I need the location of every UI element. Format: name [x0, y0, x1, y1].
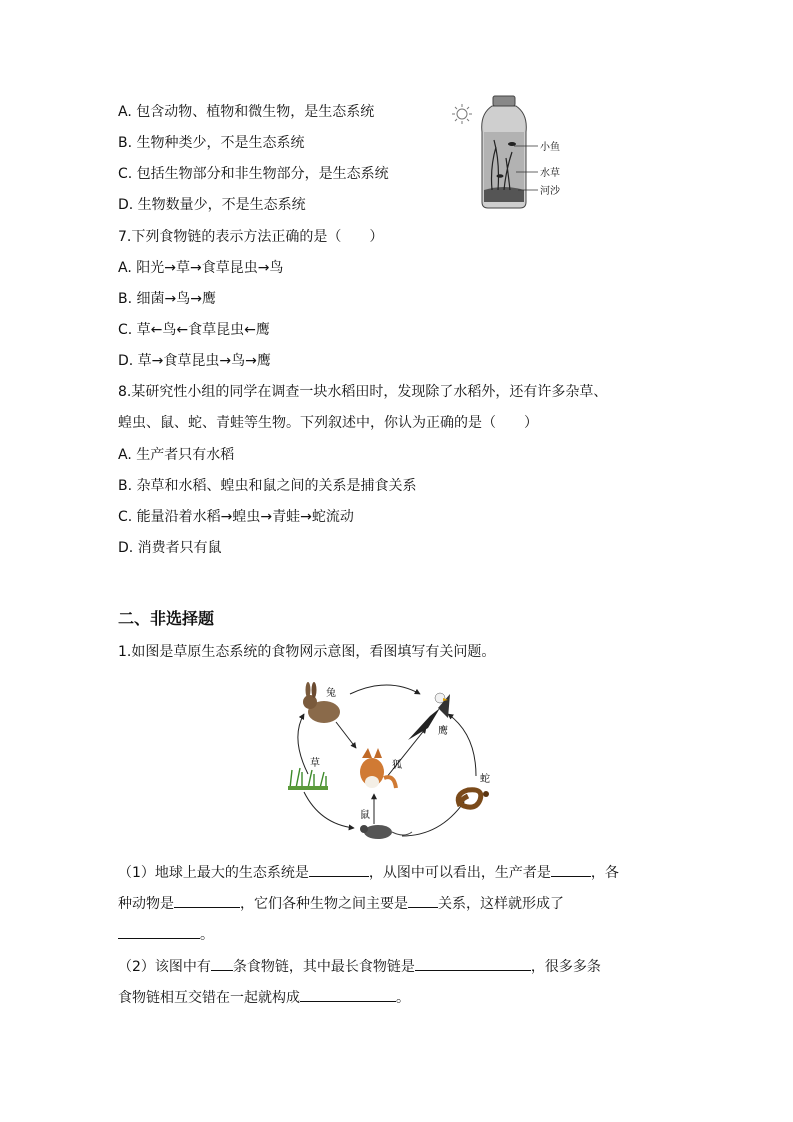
q1-part2-text-c: ，很多多条: [530, 959, 601, 975]
q1-part1-line3: [118, 924, 214, 945]
q8-stem-line1: 8.某研究性小组的同学在调查一块水稻田时，发现除了水稻外，还有许多杂草、: [118, 384, 608, 400]
web-label-fox: 狐: [392, 760, 402, 771]
fox-icon: [360, 748, 396, 788]
q7-option-c: C. 草←鸟←食草昆虫←鹰: [118, 322, 270, 338]
answer-blank-producer[interactable]: [551, 862, 591, 877]
q1-part1-text-f: 关系，这样就形成了: [438, 896, 564, 912]
web-label-snake: 蛇: [480, 774, 490, 785]
q1-part1-line1: [118, 862, 619, 883]
q1-part2-text-e: 。: [396, 990, 410, 1006]
q1-part1-text-c: ，各: [590, 865, 619, 881]
web-label-grass: 草: [310, 758, 320, 769]
q1-part1-text-d: 种动物是: [118, 896, 174, 912]
answer-blank-chain-count[interactable]: [211, 956, 233, 971]
jar-label-grass: 水草: [540, 168, 560, 179]
q1-part1-line2: [118, 893, 564, 914]
q7-option-a: A. 阳光→草→食草昆虫→鸟: [118, 260, 284, 276]
q1-part1-text-g: 。: [200, 927, 214, 943]
q1-part1-text-b: ，从图中可以看出，生产者是: [368, 865, 551, 881]
snake-icon: [458, 790, 489, 807]
q6-option-c: C. 包括生物部分和非生物部分，是生态系统: [118, 166, 389, 182]
grass-icon: [288, 768, 328, 790]
answer-blank-longest-chain[interactable]: [415, 956, 531, 971]
q1-part2-text-b: 条食物链，其中最长食物链是: [232, 959, 415, 975]
q1-part2-text-a: （2）该图中有: [118, 959, 211, 975]
q7-stem: 7.下列食物链的表示方法正确的是（ ）: [118, 229, 384, 245]
q6-option-a: A. 包含动物、植物和微生物，是生态系统: [118, 104, 375, 120]
q8-option-d: D. 消费者只有鼠: [118, 540, 222, 556]
q1-part2-text-d: 食物链相互交错在一起就构成: [118, 990, 300, 1006]
mouse-icon: [360, 825, 412, 839]
glass-jar: [482, 96, 527, 208]
answer-blank-formed[interactable]: [118, 924, 200, 939]
q8-option-b: B. 杂草和水稻、蝗虫和鼠之间的关系是捕食关系: [118, 478, 417, 494]
food-web-diagram: [280, 678, 520, 848]
q8-option-a: A. 生产者只有水稻: [118, 447, 235, 463]
answer-blank-relationship[interactable]: [408, 893, 438, 908]
answer-blank-food-web[interactable]: [300, 987, 396, 1002]
answer-blank-largest-ecosystem[interactable]: [309, 862, 369, 877]
q7-option-d: D. 草→食草昆虫→鸟→鹰: [118, 353, 271, 369]
web-label-eagle: 鹰: [438, 726, 448, 737]
jar-label-sand: 河沙: [540, 186, 560, 197]
jar-ecosystem-figure: [448, 92, 578, 214]
section-heading: 二、非选择题: [118, 609, 215, 628]
q8-option-c: C. 能量沿着水稻→蝗虫→青蛙→蛇流动: [118, 509, 354, 525]
sun-icon: [452, 104, 472, 124]
jar-label-fish: 小鱼: [540, 142, 560, 153]
q6-option-d: D. 生物数量少，不是生态系统: [118, 197, 306, 213]
q1-part2-line1: [118, 956, 601, 977]
q1-part1-text-a: （1）地球上最大的生态系统是: [118, 865, 309, 881]
q8-stem-line2: 蝗虫、鼠、蛇、青蛙等生物。下列叙述中，你认为正确的是（ ）: [118, 415, 538, 431]
web-label-mouse: 鼠: [360, 810, 370, 821]
q1-part1-text-e: ，它们各种生物之间主要是: [240, 896, 408, 912]
answer-blank-animals[interactable]: [174, 893, 240, 908]
web-label-rabbit: 兔: [326, 688, 336, 699]
q1-part2-line2: [118, 987, 410, 1008]
q7-option-b: B. 细菌→鸟→鹰: [118, 291, 216, 307]
q6-option-b: B. 生物种类少，不是生态系统: [118, 135, 305, 151]
q1-stem: 1.如图是草原生态系统的食物网示意图，看图填写有关问题。: [118, 644, 496, 660]
